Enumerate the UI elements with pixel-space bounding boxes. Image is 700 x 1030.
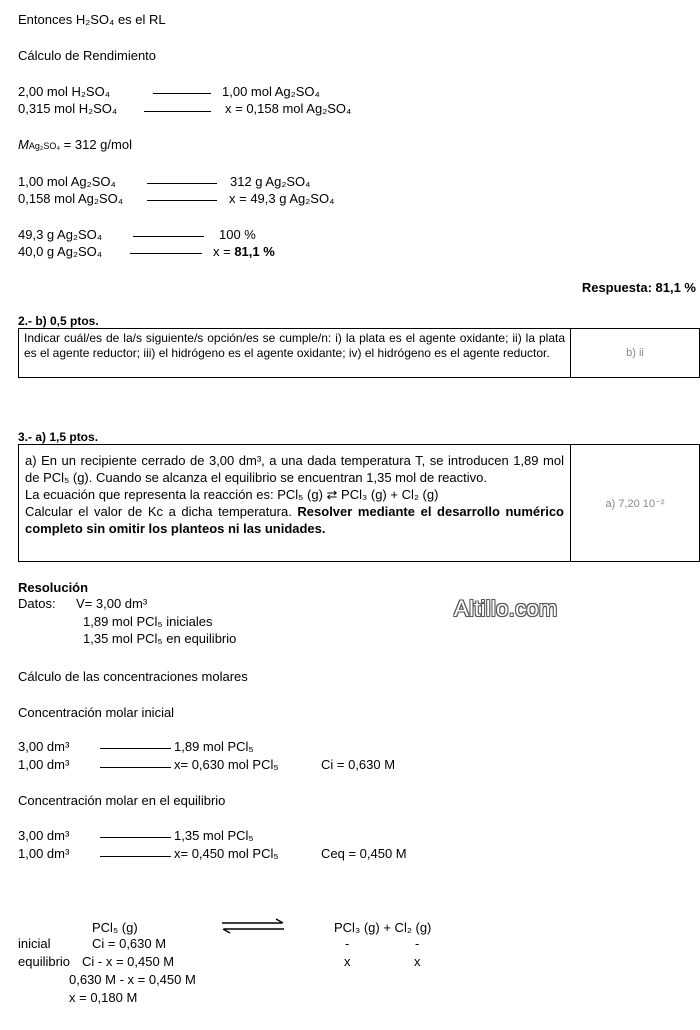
ratio-row-2-right: x = 0,158 mol Ag₂SO₄ [225,101,352,116]
q3-instruction: Calcular el valor de Kc a dicha temperatura. [25,504,298,519]
ratio-row-6-left: 40,0 g Ag₂SO₄ [18,244,103,259]
initial-concentration-result: Ci = 0,630 M [321,757,396,772]
ratio-row-1-right: 1,00 mol Ag₂SO₄ [222,84,320,99]
q3-title: 3.- a) 1,5 ptos. [18,430,99,444]
q3-paragraph-3 [25,503,564,537]
datos-volume: V= 3,00 dm³ [76,596,148,611]
q2-title: 2.- b) 0,5 ptos. [18,314,99,328]
ratio-row-4-left: 0,158 mol Ag₂SO₄ [18,191,124,206]
ratio-row-4-right: x = 49,3 g Ag₂SO₄ [229,191,335,206]
table-row-initial-value: Ci = 0,630 M [92,936,167,951]
yield-result: 81,1 % [234,244,275,259]
ratio-row-2-left: 0,315 mol H₂SO₄ [18,101,118,116]
datos-initial-moles: 1,89 mol PCl₅ iniciales [83,614,213,629]
table-row-equilibrium-label: equilibrio [18,954,71,969]
initial-row-1-right: 1,89 mol PCl₅ [174,739,254,754]
resolution-heading: Resolución [18,580,89,595]
ratio-row-5-right: 100 % [219,227,256,242]
q3-paragraph-1: a) En un recipiente cerrado de 3,00 dm³, a una dada temperatura T, se introducen 1,89 mol de PCl₅ (g). Cuando se alcanza el equilibrio se encuentran 1,35 mol de reactivo. [25,453,564,485]
concentration-heading: Cálculo de las concentraciones molares [18,669,248,684]
table-row-initial-product-1: - [345,936,350,951]
table-reactant: PCl₅ (g) [92,920,138,935]
ratio-line [147,200,217,201]
molar-mass-line [18,137,132,154]
ratio-row-3-left: 1,00 mol Ag₂SO₄ [18,174,116,189]
datos-label: Datos: [18,596,56,611]
molar-mass-symbol: M [18,137,29,152]
ratio-line [130,253,202,254]
q3-box [18,444,700,562]
solve-step-2: x = 0,180 M [69,990,138,1005]
q2-answer: b) ii [626,347,644,359]
table-row-initial-product-2: - [415,936,420,951]
limiting-reagent-line: Entonces H₂SO₄ es el RL [18,12,166,27]
table-products: PCl₃ (g) + Cl₂ (g) [334,920,432,935]
ratio-line [153,93,211,94]
ratio-row-5-left: 49,3 g Ag₂SO₄ [18,227,103,242]
watermark: Altillo.com [454,596,558,621]
q2-question: Indicar cuál/es de la/s siguiente/s opción/es se cumple/n: i) la plata es el agente oxidante; ii) la plata es el agente reductor; iii) el hidrógeno es el agente oxidante; iv) el hidrógeno es el agente reductor. [19,329,571,377]
initial-concentration-heading: Concentración molar inicial [18,705,175,720]
ratio-line [133,236,204,237]
initial-row-2-right: x= 0,630 mol PCl₅ [174,757,279,772]
equilibrium-concentration-heading: Concentración molar en el equilibrio [18,793,226,808]
q3-instruction-bold: Resolver mediante el desarrollo numérico completo sin omitir los planteos ni las unidades. [25,504,564,536]
ratio-line [100,837,171,838]
table-row-initial-label: inicial [18,936,51,951]
ratio-row-6-right [213,244,275,259]
molar-mass-value: = 312 g/mol [63,137,132,152]
q3-answer: a) 7,20 10⁻² [605,497,665,510]
ratio-line [100,856,171,857]
ratio-row-3-right: 312 g Ag₂SO₄ [230,174,311,189]
table-row-equilibrium-product-2: x [414,954,421,969]
table-row-equilibrium-value: Ci - x = 0,450 M [82,954,175,969]
datos-equilibrium-moles: 1,35 mol PCl₅ en equilibrio [83,631,237,646]
table-row-equilibrium-product-1: x [344,954,351,969]
q3-paragraph-2: La ecuación que representa la reacción es: PCl₅ (g) ⇄ PCl₃ (g) + Cl₂ (g) [25,487,439,502]
ratio-row-6-prefix: x = [213,244,235,259]
equilibrium-row-1-left: 3,00 dm³ [18,828,70,843]
equilibrium-row-1-right: 1,35 mol PCl₅ [174,828,254,843]
molar-mass-formula: Ag₂SO₄ [28,141,61,151]
equilibrium-row-2-left: 1,00 dm³ [18,846,70,861]
q3-question [19,445,571,561]
solve-step-1: 0,630 M - x = 0,450 M [69,972,196,987]
ratio-line [147,183,217,184]
ratio-line [144,111,211,112]
equilibrium-arrow-icon [220,918,286,934]
equilibrium-concentration-result: Ceq = 0,450 M [321,846,407,861]
q2-box [18,328,700,378]
initial-row-2-left: 1,00 dm³ [18,757,70,772]
answer-line: Respuesta: 81,1 % [581,280,696,295]
equilibrium-row-2-right: x= 0,450 mol PCl₅ [174,846,279,861]
ratio-line [100,767,171,768]
yield-heading: Cálculo de Rendimiento [18,48,157,63]
initial-row-1-left: 3,00 dm³ [18,739,70,754]
ratio-row-1-left: 2,00 mol H₂SO₄ [18,84,110,99]
ratio-line [100,748,171,749]
